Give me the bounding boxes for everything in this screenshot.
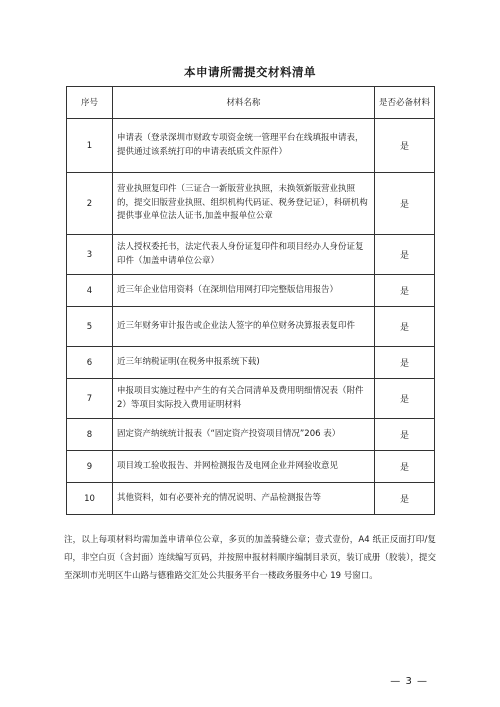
- row-material-name: 项目竣工验收报告、并网检测报告及电网企业并网验收意见: [113, 451, 375, 483]
- page-title: 本申请所需提交材料清单: [184, 65, 316, 79]
- row-material-name: 申请表（登录深圳市财政专项资金统一管理平台在线填报申请表，提供通过该系统打印的申请表纸质文件原件）: [113, 119, 375, 173]
- table-row: [67, 119, 435, 173]
- row-index: 9: [67, 451, 113, 483]
- row-index: 5: [67, 307, 113, 347]
- row-material-name: 近三年纳税证明(在税务申报系统下载): [113, 347, 375, 379]
- row-required: 是: [375, 379, 435, 419]
- row-required: 是: [375, 419, 435, 451]
- materials-table: [66, 86, 435, 515]
- row-material-name: 法人授权委托书，法定代表人身份证复印件和项目经办人身份证复印件（加盖申请单位公章）: [113, 235, 375, 275]
- table-header-row: [67, 87, 435, 119]
- row-index: 10: [67, 483, 113, 515]
- header-index: 序号: [67, 87, 113, 119]
- row-material-name: 其他资料，如有必要补充的情况说明、产品检测报告等: [113, 483, 375, 515]
- footnote: 注，以上每项材料均需加盖申请单位公章，多页的加盖骑缝公章；壹式壹份，A4 纸正反面打印/复印，非空白页（含封面）连续编写页码，并按照申报材料顺序编制目录页，装订成册（胶装），提交至深圳市光明区牛山路与德雅路交汇处公共服务平台一楼政务服务中心 19 号窗口。: [64, 535, 436, 581]
- row-required: 是: [375, 347, 435, 379]
- row-material-name: 营业执照复印件（三证合一新版营业执照，未换领新版营业执照的，提交旧版营业执照、组织机构代码证、税务登记证），科研机构提供事业单位法人证书,加盖申报单位公章: [113, 173, 375, 235]
- row-index: 1: [67, 119, 113, 173]
- row-required: 是: [375, 235, 435, 275]
- row-material-name: 近三年企业信用资料（在深圳信用网打印完整版信用报告）: [113, 275, 375, 307]
- row-index: 8: [67, 419, 113, 451]
- row-required: 是: [375, 275, 435, 307]
- row-index: 2: [67, 173, 113, 235]
- row-material-name: 申报项目实施过程中产生的有关合同清单及费用明细情况表（附件 2）等项目实际投入费用证明材料: [113, 379, 375, 419]
- row-index: 3: [67, 235, 113, 275]
- table-row: [67, 379, 435, 419]
- table-row: [67, 483, 435, 515]
- header-required: 是否必备材料: [375, 87, 435, 119]
- row-required: 是: [375, 451, 435, 483]
- table-row: [67, 451, 435, 483]
- row-required: 是: [375, 119, 435, 173]
- row-required: 是: [375, 307, 435, 347]
- table-row: [67, 347, 435, 379]
- table-row: [67, 173, 435, 235]
- row-index: 4: [67, 275, 113, 307]
- header-name: 材料名称: [113, 87, 375, 119]
- table-row: [67, 275, 435, 307]
- row-required: 是: [375, 173, 435, 235]
- table-row: [67, 307, 435, 347]
- table-row: [67, 235, 435, 275]
- row-index: 7: [67, 379, 113, 419]
- page-number: — 3 —: [390, 676, 428, 687]
- row-index: 6: [67, 347, 113, 379]
- row-required: 是: [375, 483, 435, 515]
- row-material-name: 固定资产纳统统计报表（“固定资产投资项目情况”206 表）: [113, 419, 375, 451]
- row-material-name: 近三年财务审计报告或企业法人签字的单位财务决算报表复印件: [113, 307, 375, 347]
- table-row: [67, 419, 435, 451]
